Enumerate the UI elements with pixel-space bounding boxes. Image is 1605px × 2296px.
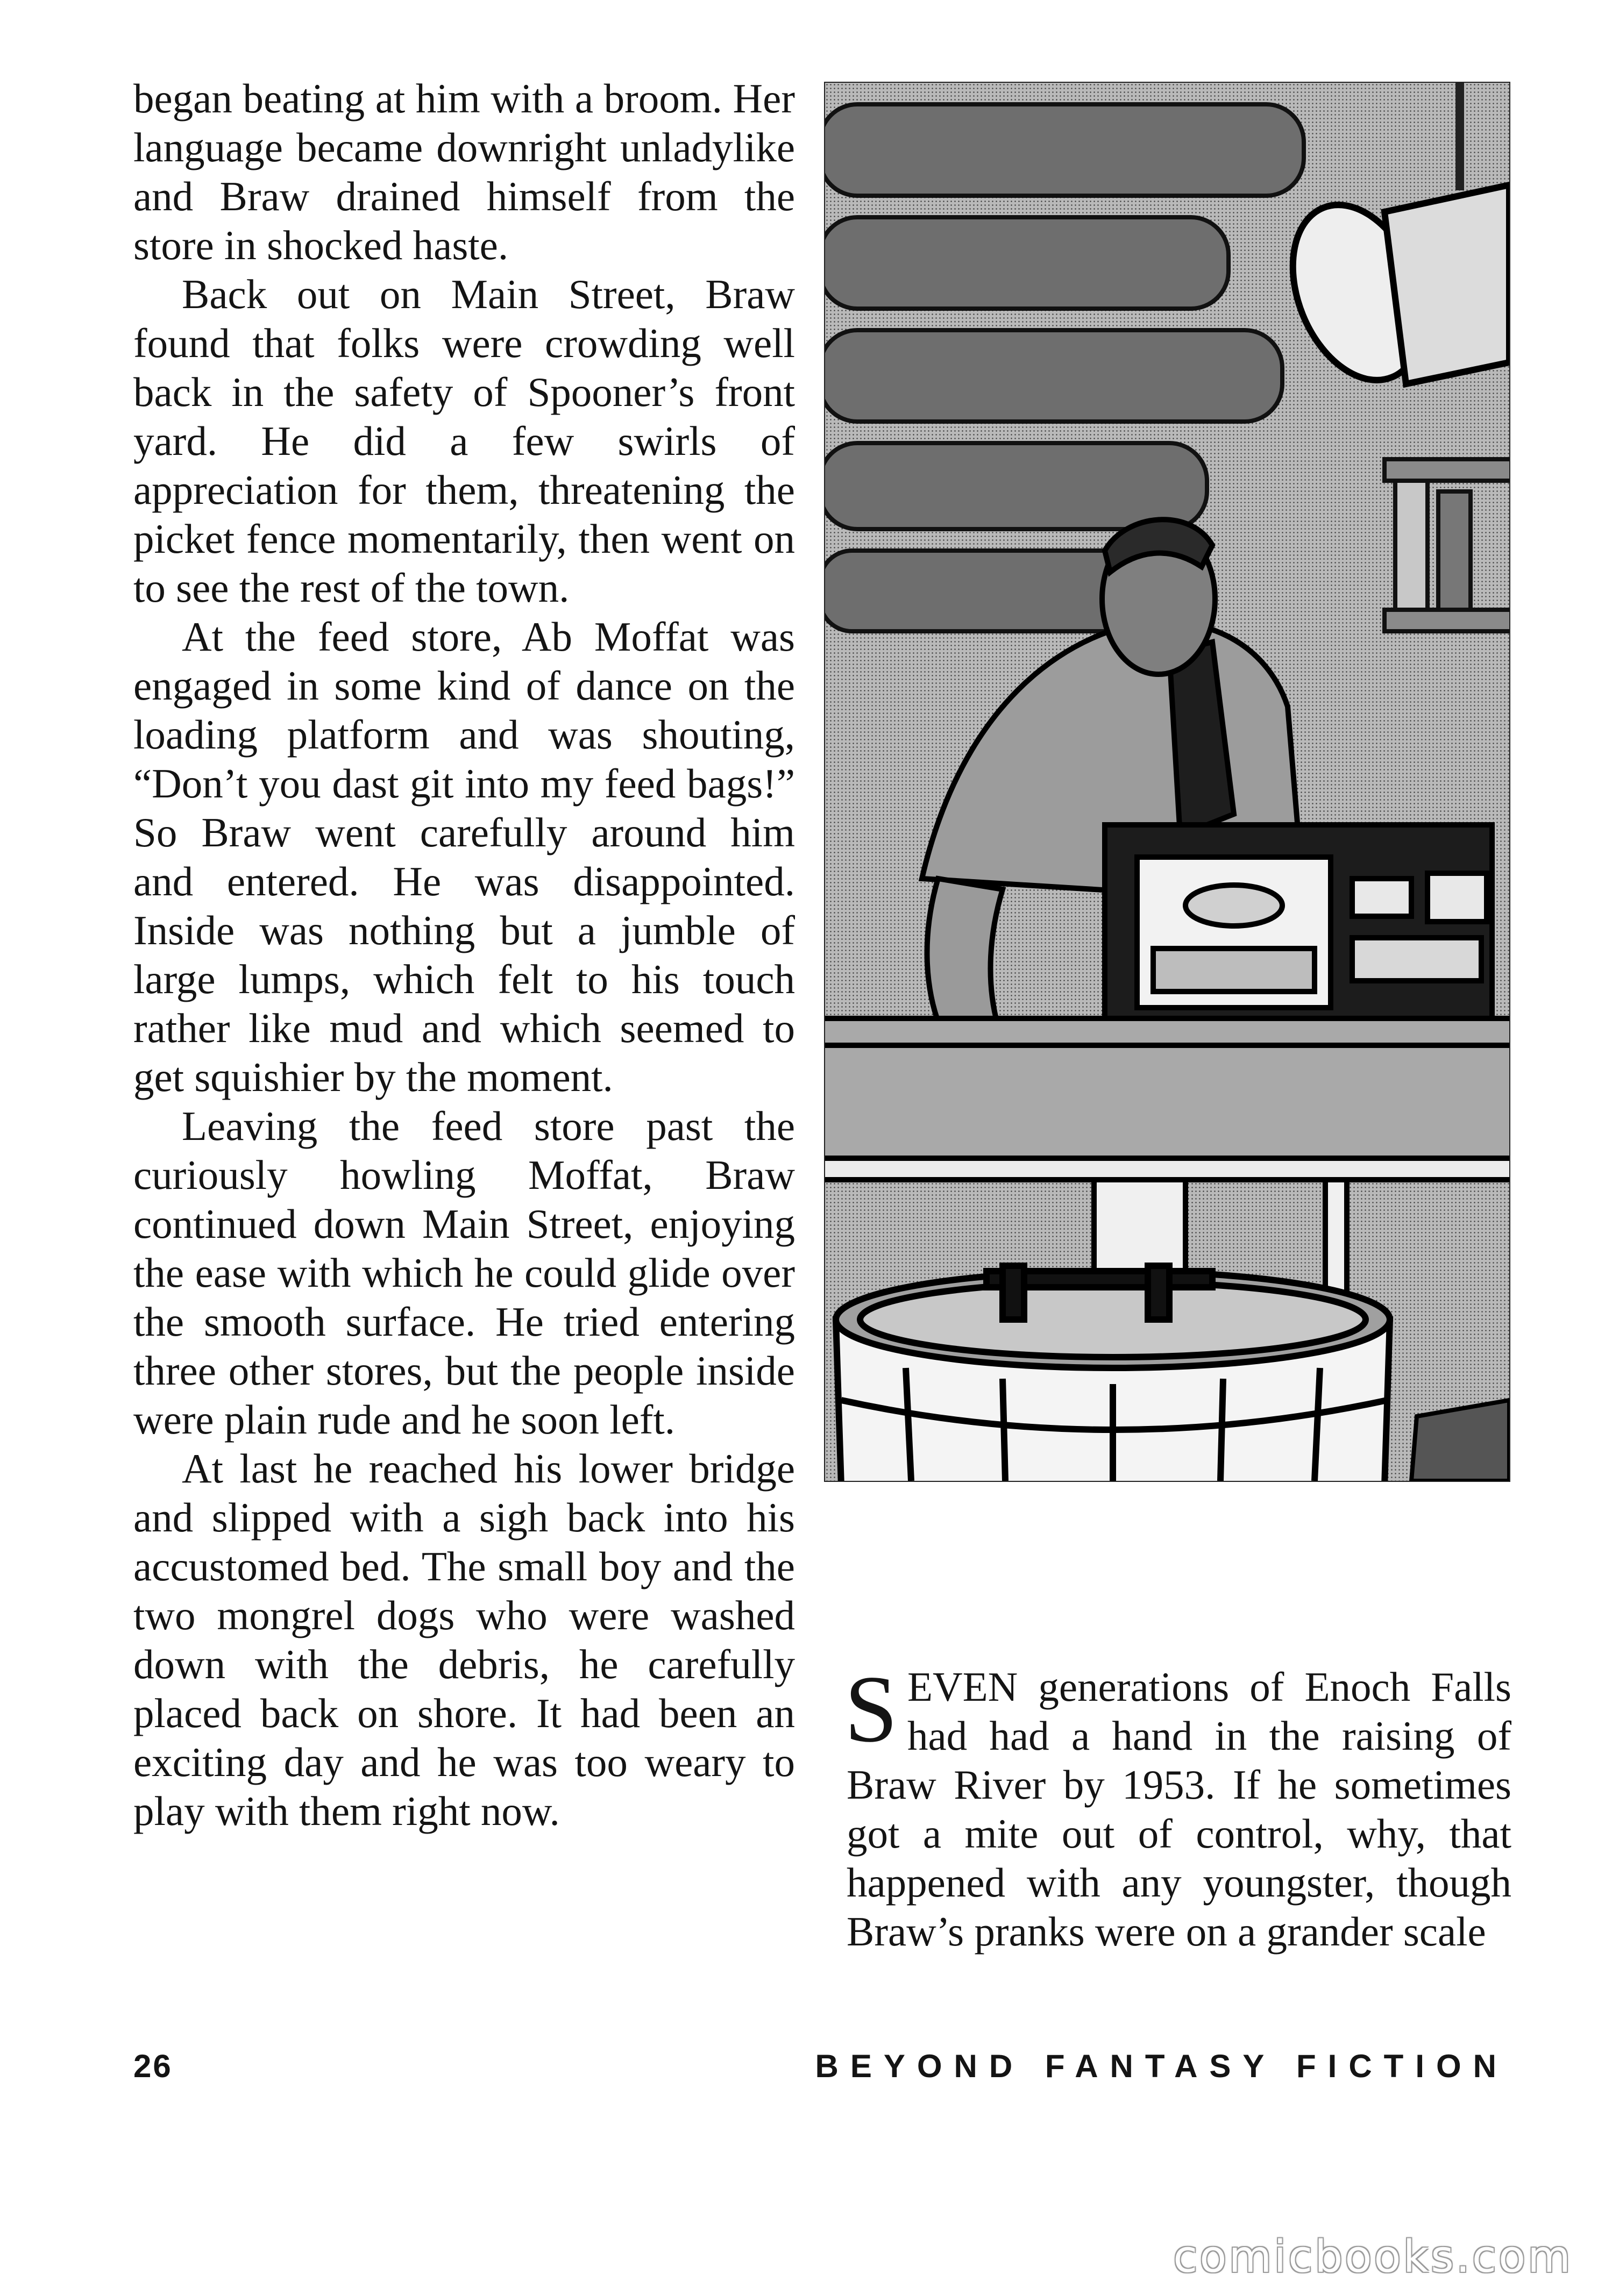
paragraph: Leaving the feed store past the curiously howling Moffat, Braw continued down Main Street, enjoying the ease with which he could glide over the smooth surface. He tried entering three other stores, but the people inside were plain rude and he soon left. (133, 1103, 795, 1443)
right-text-column (844, 1656, 1511, 1956)
opening-text: generations of Enoch Falls had had a hand in the raising of Braw River by 1953. If he sometimes got a mite out of control, why, that happened with any youngster, though Braw’s pranks were on a grander scale (847, 1664, 1511, 1955)
page-number: 26 (133, 2048, 173, 2084)
hanging-pot (1268, 83, 1509, 400)
story-illustration (824, 82, 1510, 1482)
paragraph: At the feed store, Ab Moffat was engaged in some kind of dance on the loading platform and was shouting, “Don’t you dast git into my feed bags!” So Braw went carefully around him and entered. He was disappointed. Inside was nothing but a jumble of large lumps, which felt to his touch rather like mud and which seemed to get squishier by the moment. (133, 614, 795, 1100)
floor-debris (1411, 1400, 1509, 1481)
watermark: comicbooks.com (1173, 2231, 1573, 2283)
paragraph: began beating at him with a broom. Her language became downright unladylike and Braw drained himself from the store in shocked haste. (133, 75, 795, 268)
left-text-column (133, 74, 795, 1836)
drop-cap: S (844, 1656, 898, 1762)
paragraph: Back out on Main Street, Braw found that folks were crowding well back in the safety of Spooner’s front yard. He did a few swirls of appreciation for them, threatening the picket fence momentarily, then went on to see the rest of the town. (133, 271, 795, 611)
log-wall (825, 104, 1304, 631)
cash-box (1105, 825, 1492, 1018)
barrel (836, 1266, 1390, 1481)
illustration-drawing (825, 83, 1509, 1481)
shelf (1384, 459, 1509, 631)
opening-paragraph (844, 1656, 1511, 1956)
running-title: BEYOND FANTASY FICTION (815, 2048, 1508, 2084)
paragraph: At last he reached his lower bridge and slipped with a sigh back into his accustomed bed. The small boy and the two mongrel dogs who were washed down with the debris, he carefully placed back on shore. It had been an exciting day and he was too weary to play with them right now. (133, 1445, 795, 1834)
lead-caps: EVEN (907, 1664, 1018, 1710)
